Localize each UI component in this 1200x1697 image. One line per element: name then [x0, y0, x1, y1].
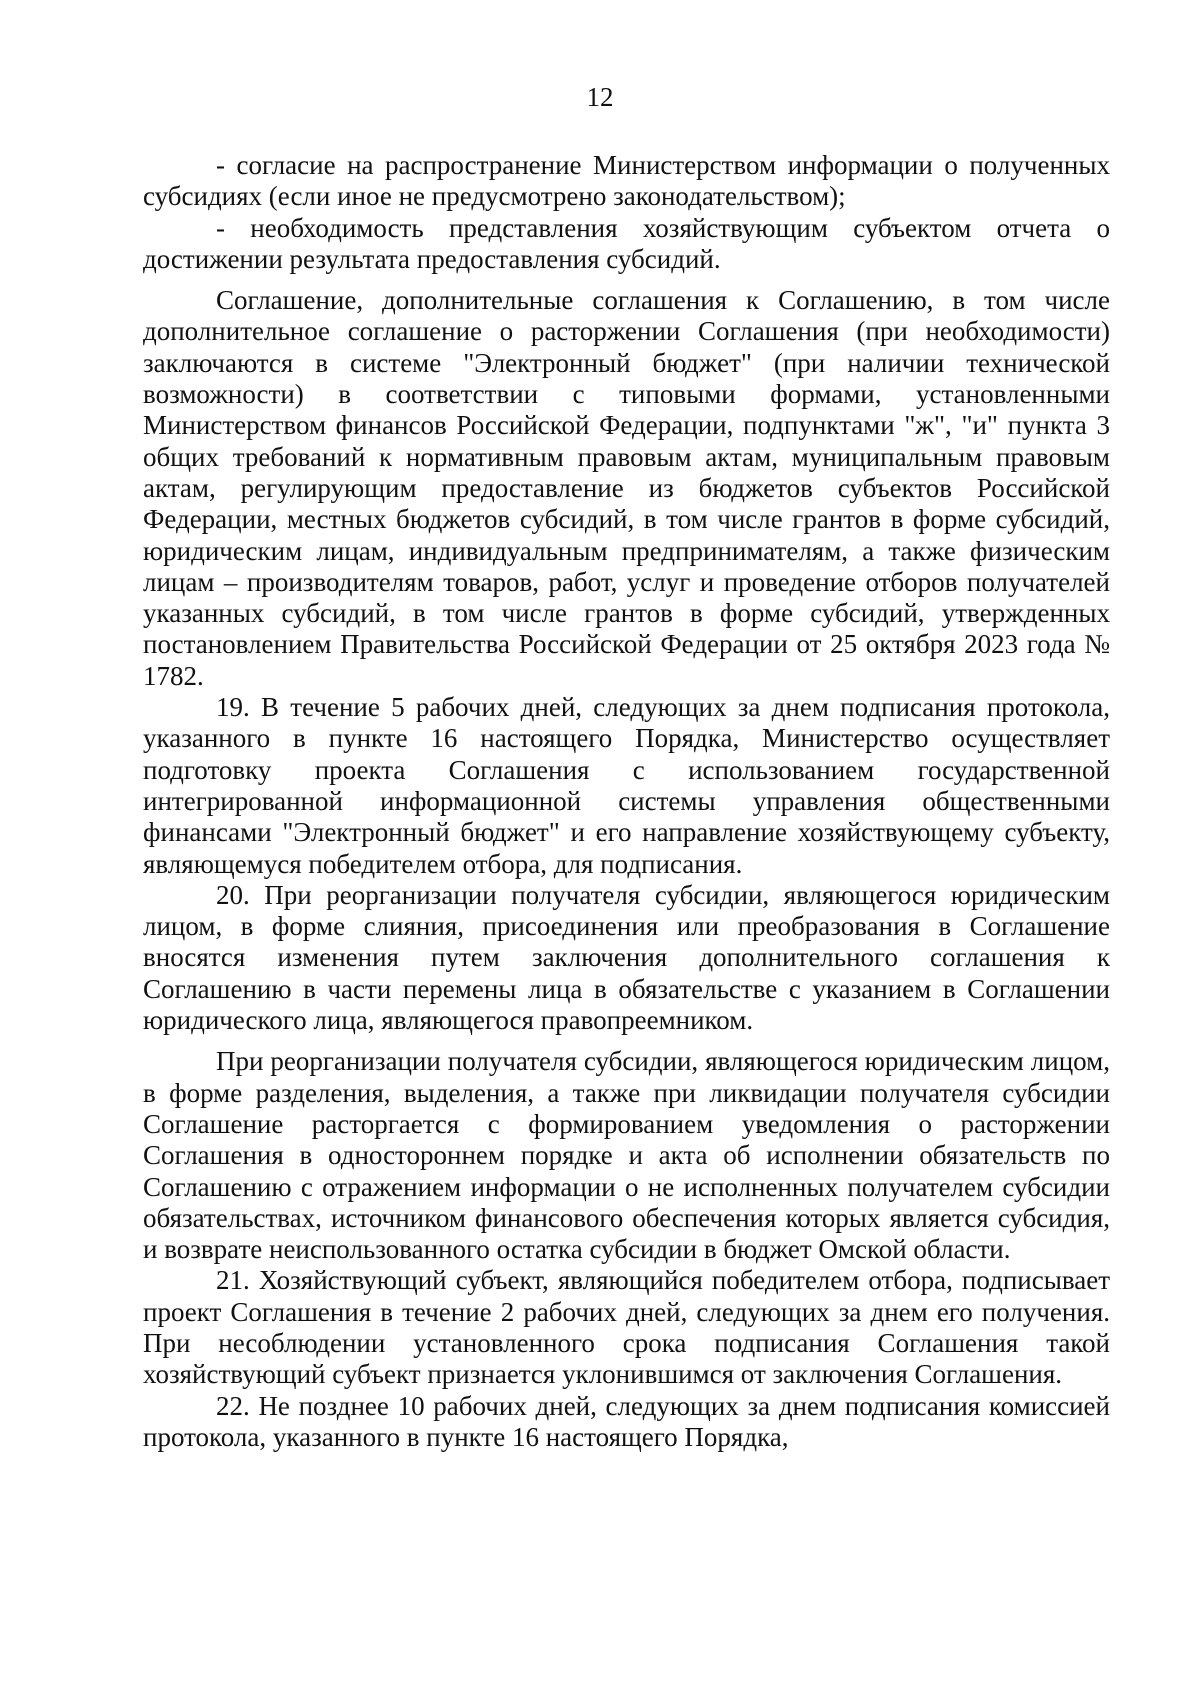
document-body [143, 150, 1110, 1453]
paragraph-item-21: 21. Хозяйствующий субъект, являющийся победителем отбора, подписывает проект Соглашения в течение 2 рабочих дней, следующих за днем его получения. При несоблюдении установленного срока подписания Соглашения такой хозяйствующий субъект признается уклонившимся от заключения Соглашения. [143, 1265, 1110, 1390]
paragraph-item-22: 22. Не позднее 10 рабочих дней, следующих за днем подписания комиссией протокола, указанного в пункте 16 настоящего Порядка, [143, 1390, 1110, 1452]
page-number: 12 [586, 82, 614, 112]
paragraph-consent-clause: - согласие на распространение Министерством информации о полученных субсидиях (если иное не предусмотрено законодательством); [143, 150, 1110, 212]
paragraph-reorganization-termination: При реорганизации получателя субсидии, являющегося юридическим лицом, в форме разделения, выделения, а также при ликвидации получателя субсидии Соглашение расторгается с формированием уведомления о расторжении Соглашения в одностороннем порядке и акта об исполнении обязательств по Соглашению с отражением информации о не исполненных получателем субсидии обязательствах, источником финансового обеспечения которых является субсидия, и возврате неиспользованного остатка субсидии в бюджет Омской области. [143, 1046, 1110, 1265]
paragraph-agreement-system: Соглашение, дополнительные соглашения к Соглашению, в том числе дополнительное соглашение о расторжении Соглашения (при необходимости) заключаются в системе "Электронный бюджет" (при наличии технической возможности) в соответствии с типовыми формами, установленными Министерством финансов Российской Федерации, подпунктами "ж", "и" пункта 3 общих требований к нормативным правовым актам, муниципальным правовым актам, регулирующим предоставление из бюджетов субъектов Российской Федерации, местных бюджетов субсидий, в том числе грантов в форме субсидий, юридическим лицам, индивидуальным предпринимателям, а также физическим лицам – производителям товаров, работ, услуг и проведение отборов получателей указанных субсидий, в том числе грантов в форме субсидий, утвержденных постановлением Правительства Российской Федерации от 25 октября 2023 года № 1782. [143, 285, 1110, 691]
paragraph-report-clause: - необходимость представления хозяйствующим субъектом отчета о достижении результата предоставления субсидий. [143, 212, 1110, 274]
paragraph-item-20: 20. При реорганизации получателя субсидии, являющегося юридическим лицом, в форме слияния, присоединения или преобразования в Соглашение вносятся изменения путем заключения дополнительного соглашения к Соглашению в части перемены лица в обязательстве с указанием в Соглашении юридического лица, являющегося правопреемником. [143, 879, 1110, 1036]
paragraph-item-19: 19. В течение 5 рабочих дней, следующих за днем подписания протокола, указанного в пункте 16 настоящего Порядка, Министерство осуществляет подготовку проекта Соглашения с использованием государственной интегрированной информационной системы управления общественными финансами "Электронный бюджет" и его направление хозяйствующему субъекту, являющемуся победителем отбора, для подписания. [143, 692, 1110, 879]
